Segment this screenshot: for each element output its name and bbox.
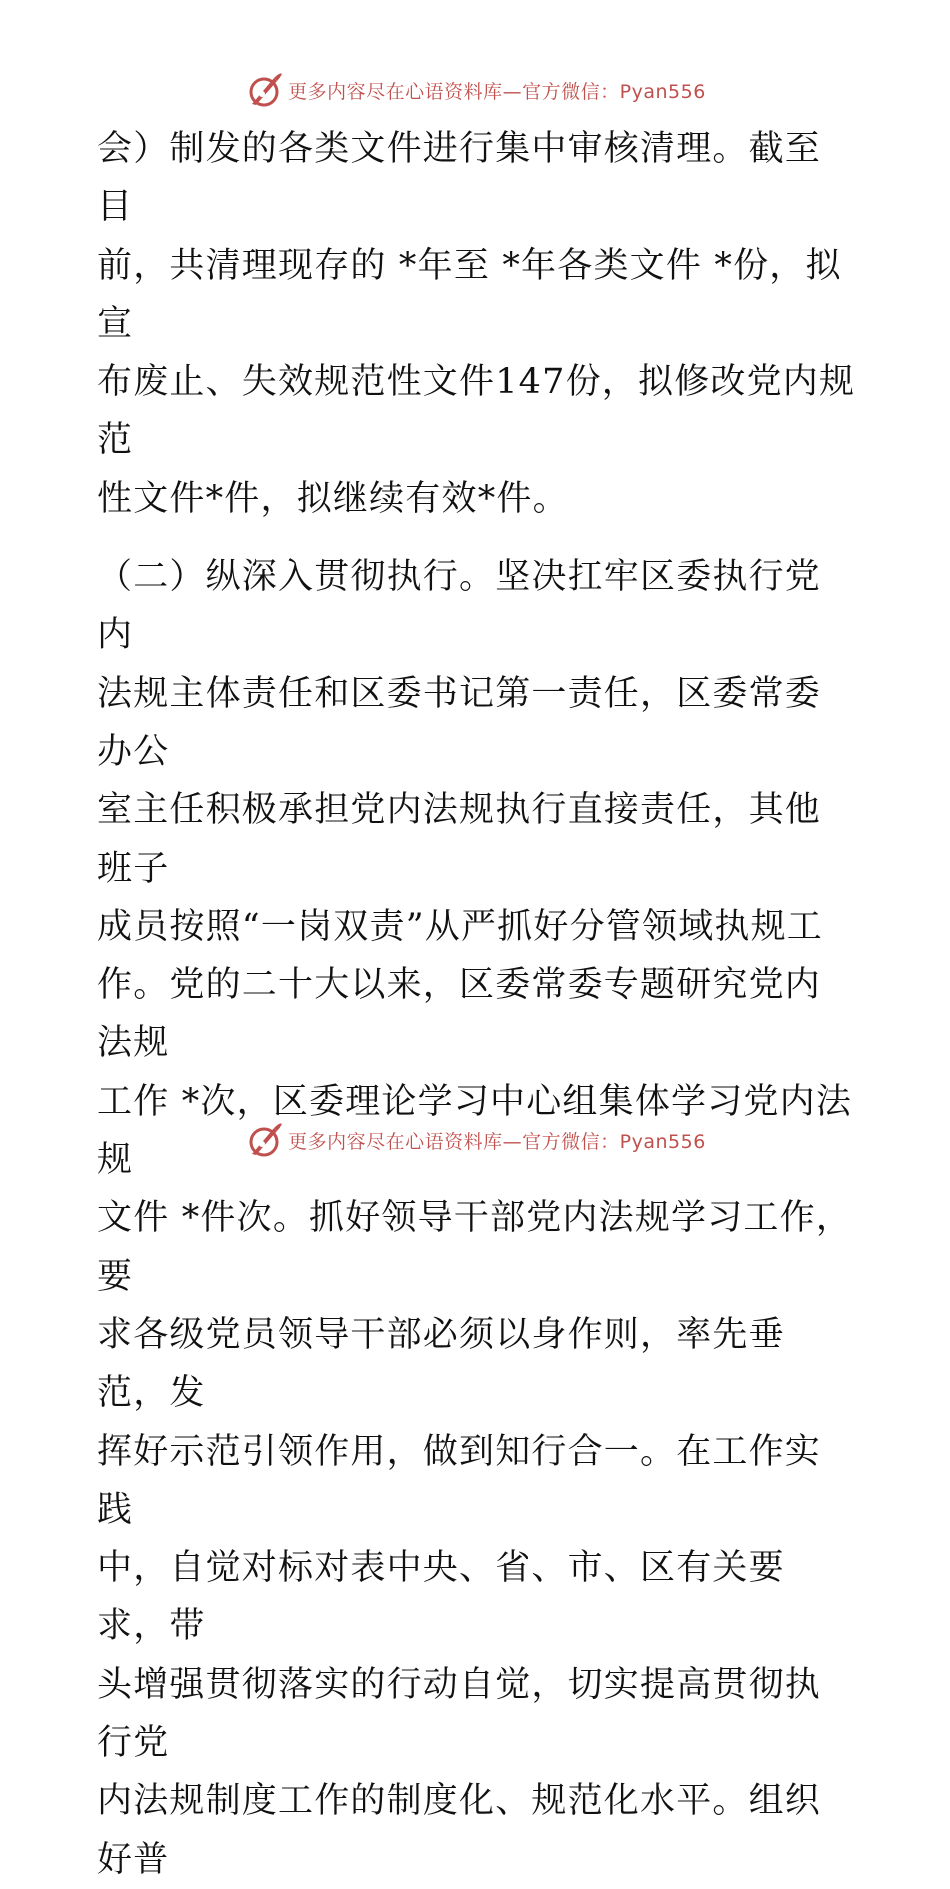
header-watermark xyxy=(0,68,950,112)
text-line: 挥好示范引领作用，做到知行合一。在工作实践 xyxy=(97,1431,822,1530)
text-line: 中，自觉对标对表中央、省、市、区有关要求，带 xyxy=(97,1548,785,1647)
text-line: 求各级党员领导干部必须以身作则，率先垂范，发 xyxy=(97,1314,785,1414)
text-line: 文件 *件次。抓好领导干部党内法规学习工作，要 xyxy=(97,1198,853,1297)
quill-logo-icon xyxy=(244,70,284,110)
text-line: 头增强贯彻落实的行动自觉，切实提高贯彻执行党 xyxy=(97,1664,822,1764)
watermark-text: 更多内容尽在心语资料库—官方微信：Pyan556 xyxy=(288,1130,706,1153)
text-line: 内法规制度工作的制度化、规范化水平。组织好普 xyxy=(97,1781,822,1880)
quill-logo-icon xyxy=(244,1120,284,1160)
document-body xyxy=(97,120,857,1889)
footer-watermark xyxy=(0,1118,950,1162)
text-line: 前，共清理现存的 *年至 *年各类文件 *份，拟宣 xyxy=(97,245,842,344)
text-line: 法规主体责任和区委书记第一责任，区委常委办公 xyxy=(97,673,822,772)
text-line: 布废止、失效规范性文件147份，拟修改党内规范 xyxy=(97,362,856,461)
watermark-text: 更多内容尽在心语资料库—官方微信：Pyan556 xyxy=(288,80,706,103)
text-line: 成员按照“一岗双责”从严抓好分管领域执规工 xyxy=(97,906,823,947)
text-line: （二）纵深入贯彻执行。坚决扛牢区委执行党内 xyxy=(97,557,822,656)
text-line: 性文件*件，拟继续有效*件。 xyxy=(97,478,569,519)
paragraph-2 xyxy=(97,548,857,1889)
text-line: 工作 *次，区委理论学习中心组集体学习党内法规 xyxy=(97,1081,853,1181)
text-line: 室主任积极承担党内法规执行直接责任，其他班子 xyxy=(97,790,822,889)
text-line: 会）制发的各类文件进行集中审核清理。截至目 xyxy=(97,129,822,228)
paragraph-1 xyxy=(97,120,857,528)
text-line: 作。党的二十大以来，区委常委专题研究党内法规 xyxy=(97,965,822,1064)
